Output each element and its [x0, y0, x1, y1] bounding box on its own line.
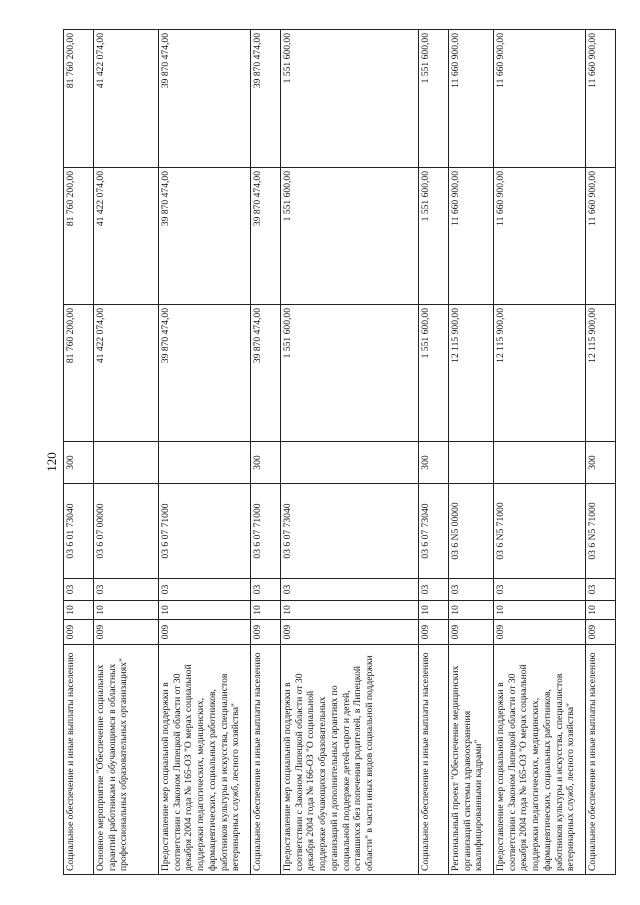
table-row — [449, 30, 494, 875]
expense-type-cell: 300 — [586, 442, 616, 484]
table-row — [586, 30, 616, 875]
target-article-cell: 03 6 N5 00000 — [449, 484, 494, 579]
amount-1-cell: 39 870 474,00 — [159, 305, 251, 442]
target-article-cell: 03 6 01 73040 — [64, 484, 94, 579]
ministry-code-cell: 009 — [94, 620, 159, 645]
amount-2-cell: 39 870 474,00 — [159, 168, 251, 305]
subsection-code-cell: 03 — [94, 579, 159, 601]
amount-2-cell: 81 760 200,00 — [64, 168, 94, 305]
ministry-code-cell: 009 — [419, 620, 449, 645]
table-row — [159, 30, 251, 875]
section-code-cell: 10 — [94, 601, 159, 620]
section-code-cell: 10 — [64, 601, 94, 620]
amount-2-cell: 1 551 600,00 — [419, 168, 449, 305]
section-code-cell: 10 — [281, 601, 419, 620]
section-code-cell: 10 — [494, 601, 586, 620]
amount-1-cell: 81 760 200,00 — [64, 305, 94, 442]
budget-table-container — [63, 30, 598, 875]
table-body — [64, 30, 616, 875]
subsection-code-cell: 03 — [251, 579, 281, 601]
amount-1-cell: 41 422 074,00 — [94, 305, 159, 442]
amount-2-cell: 1 551 600,00 — [281, 168, 419, 305]
amount-3-cell: 1 551 600,00 — [419, 30, 449, 168]
expense-type-cell — [94, 442, 159, 484]
subsection-code-cell: 03 — [494, 579, 586, 601]
amount-2-cell: 41 422 074,00 — [94, 168, 159, 305]
target-article-cell: 03 6 07 73040 — [419, 484, 449, 579]
amount-3-cell: 11 660 900,00 — [494, 30, 586, 168]
row-name-cell: Региональный проект "Обеспечение медицинских организаций системы здравоохранения квалифицированными кадрами" — [449, 645, 494, 875]
amount-3-cell: 11 660 900,00 — [449, 30, 494, 168]
ministry-code-cell: 009 — [449, 620, 494, 645]
amount-1-cell: 12 115 900,00 — [449, 305, 494, 442]
amount-1-cell: 39 870 474,00 — [251, 305, 281, 442]
ministry-code-cell: 009 — [586, 620, 616, 645]
amount-3-cell: 39 870 474,00 — [251, 30, 281, 168]
table-row — [94, 30, 159, 875]
target-article-cell: 03 6 07 71000 — [251, 484, 281, 579]
ministry-code-cell: 009 — [281, 620, 419, 645]
row-name-cell: Предоставление мер социальной поддержки в соответствии с Законом Липецкой области от 30 декабря 2004 года № 166-ОЗ "О социальной поддержке обучающихся образовательных организаций и дополнительных гарантиях по социальной поддержке детей-сирот и детей, оставшихся без попечения родителей, в Липецкой области" в части иных видов социальной поддержки — [281, 645, 419, 875]
expense-type-cell: 300 — [64, 442, 94, 484]
amount-1-cell: 1 551 600,00 — [281, 305, 419, 442]
amount-3-cell: 11 660 900,00 — [586, 30, 616, 168]
table-row — [64, 30, 94, 875]
amount-3-cell: 81 760 200,00 — [64, 30, 94, 168]
amount-2-cell: 11 660 900,00 — [586, 168, 616, 305]
row-name-cell: Основное мероприятие "Обеспечение социальных гарантий работникам и обучающимся в областных профессиональных образовательных организациях" — [94, 645, 159, 875]
target-article-cell: 03 6 07 71000 — [159, 484, 251, 579]
section-code-cell: 10 — [449, 601, 494, 620]
section-code-cell: 10 — [251, 601, 281, 620]
amount-3-cell: 39 870 474,00 — [159, 30, 251, 168]
ministry-code-cell: 009 — [159, 620, 251, 645]
ministry-code-cell: 009 — [494, 620, 586, 645]
subsection-code-cell: 03 — [419, 579, 449, 601]
amount-1-cell: 12 115 900,00 — [494, 305, 586, 442]
page-number: 120 — [44, 452, 59, 472]
section-code-cell: 10 — [586, 601, 616, 620]
row-name-cell: Социальное обеспечение и иные выплаты населению — [251, 645, 281, 875]
subsection-code-cell: 03 — [159, 579, 251, 601]
amount-3-cell: 41 422 074,00 — [94, 30, 159, 168]
subsection-code-cell: 03 — [64, 579, 94, 601]
target-article-cell: 03 6 N5 71000 — [586, 484, 616, 579]
row-name-cell: Предоставление мер социальной поддержки в соответствии с Законом Липецкой области от 30 декабря 2004 года № 165-ОЗ "О мерах социальной поддержки педагогических, медицинских, фармацевтических, социальных работников, работников культуры и искусства, специалистов ветеринарных служб, лесного хозяйства" — [494, 645, 586, 875]
amount-1-cell: 1 551 600,00 — [419, 305, 449, 442]
expense-type-cell — [449, 442, 494, 484]
target-article-cell: 03 6 N5 71000 — [494, 484, 586, 579]
target-article-cell: 03 6 07 00000 — [94, 484, 159, 579]
row-name-cell: Социальное обеспечение и иные выплаты населению — [586, 645, 616, 875]
table-row — [251, 30, 281, 875]
subsection-code-cell: 03 — [281, 579, 419, 601]
section-code-cell: 10 — [159, 601, 251, 620]
ministry-code-cell: 009 — [251, 620, 281, 645]
ministry-code-cell: 009 — [64, 620, 94, 645]
amount-3-cell: 1 551 600,00 — [281, 30, 419, 168]
expense-type-cell: 300 — [419, 442, 449, 484]
table-row — [419, 30, 449, 875]
table-row — [281, 30, 419, 875]
row-name-cell: Социальное обеспечение и иные выплаты населению — [64, 645, 94, 875]
expense-type-cell: 300 — [251, 442, 281, 484]
amount-2-cell: 11 660 900,00 — [494, 168, 586, 305]
row-name-cell: Предоставление мер социальной поддержки в соответствии с Законом Липецкой области от 30 декабря 2004 года № 165-ОЗ "О мерах социальной поддержки педагогических, медицинских, фармацевтических, социальных работников, работников культуры и искусства, специалистов ветеринарных служб, лесного хозяйства" — [159, 645, 251, 875]
expense-type-cell — [494, 442, 586, 484]
row-name-cell: Социальное обеспечение и иные выплаты населению — [419, 645, 449, 875]
expense-type-cell — [281, 442, 419, 484]
subsection-code-cell: 03 — [586, 579, 616, 601]
amount-2-cell: 11 660 900,00 — [449, 168, 494, 305]
section-code-cell: 10 — [419, 601, 449, 620]
subsection-code-cell: 03 — [449, 579, 494, 601]
amount-2-cell: 39 870 474,00 — [251, 168, 281, 305]
table-row — [494, 30, 586, 875]
amount-1-cell: 12 115 900,00 — [586, 305, 616, 442]
expense-type-cell — [159, 442, 251, 484]
budget-table — [63, 29, 616, 875]
target-article-cell: 03 6 07 73040 — [281, 484, 419, 579]
